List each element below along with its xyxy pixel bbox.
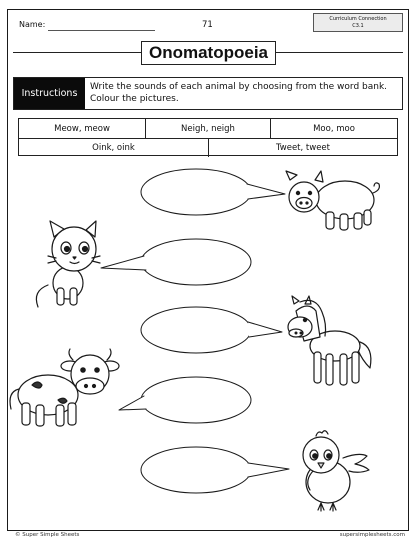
word-bank-neigh: Neigh, neigh xyxy=(145,119,270,138)
word-bank-moo: Moo, moo xyxy=(270,119,397,138)
instructions-text: Write the sounds of each animal by choosing from the word bank. Colour the pictures. xyxy=(90,82,388,104)
word-bank-oink: Oink, oink xyxy=(92,143,135,153)
word-bank-tweet: Tweet, tweet xyxy=(208,139,397,157)
speech-bubble-horse[interactable] xyxy=(141,307,282,353)
speech-bubble-cow[interactable] xyxy=(119,377,251,423)
speech-bubble-cat[interactable] xyxy=(101,239,251,285)
pig-icon xyxy=(286,171,379,230)
speech-bubble-pig[interactable] xyxy=(141,169,285,215)
name-label: Name: xyxy=(19,20,46,29)
instructions-label: Instructions xyxy=(14,78,85,109)
footer-website[interactable]: supersimplesheets.com xyxy=(339,532,405,538)
speech-bubble-chick[interactable] xyxy=(141,447,289,493)
page-title: Onomatopoeia xyxy=(141,41,276,65)
word-bank-meow: Meow, meow xyxy=(54,123,110,134)
horse-icon xyxy=(288,296,371,385)
cat-icon xyxy=(36,221,100,307)
curriculum-code: C3.1 xyxy=(352,23,364,29)
cow-icon xyxy=(10,349,119,426)
curriculum-label: Curriculum Connection xyxy=(329,16,387,22)
footer-copyright: © Super Simple Sheets xyxy=(15,532,80,538)
chick-icon xyxy=(303,431,369,511)
page-number: 71 xyxy=(202,20,213,30)
